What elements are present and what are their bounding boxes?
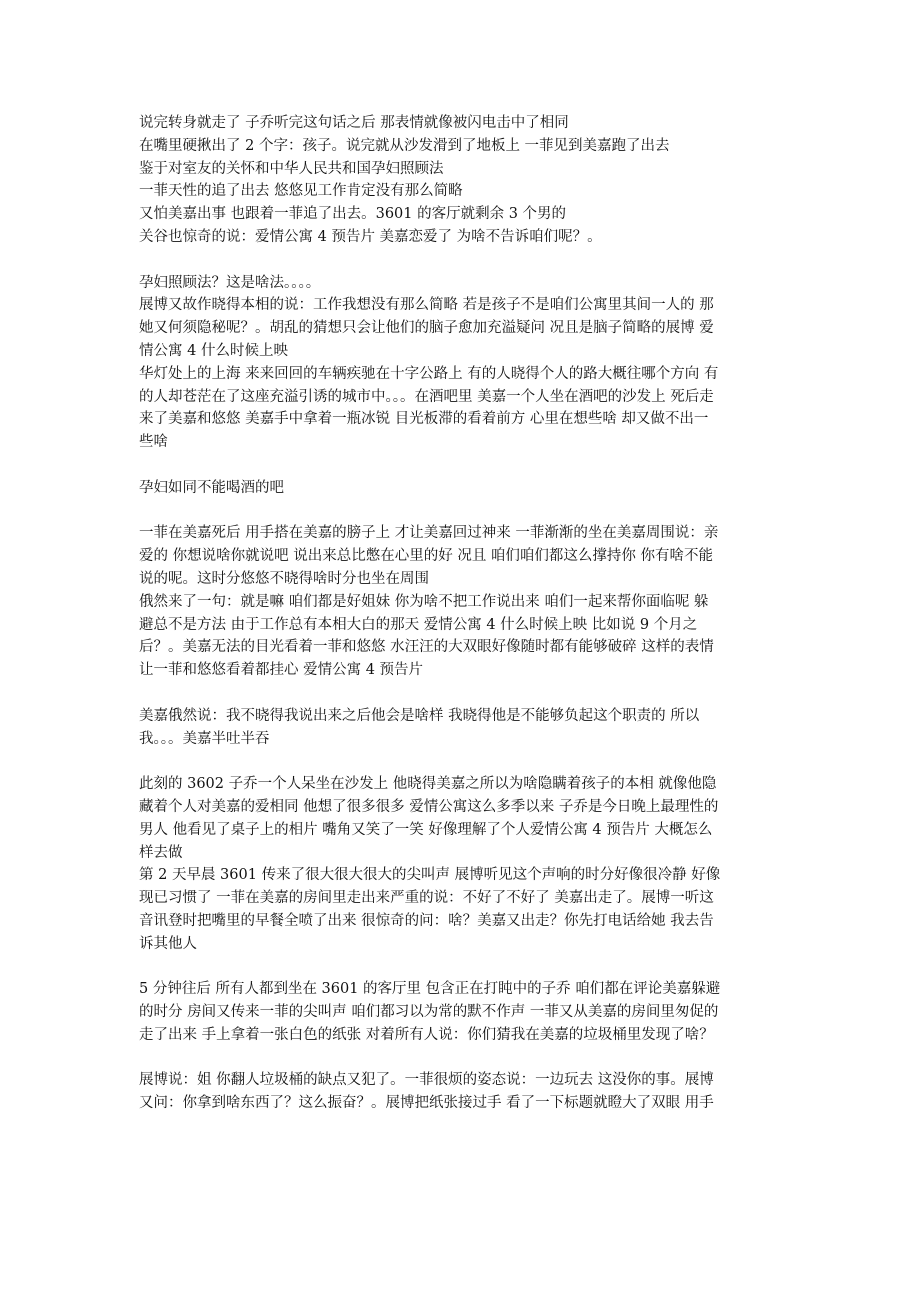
paragraph-gap [139, 500, 791, 523]
text-line: 展博又故作晓得本相的说：工作我想没有那么简略 若是孩子不是咱们公寓里其间一人的 那 [139, 297, 714, 314]
text-line: 藏着个人对美嘉的爱相同 他想了很多很多 爱情公寓这么多季以来 子乔是今日晚上最理性的 [139, 798, 719, 815]
text-line: 爱的 你想说啥你就说吧 说出来总比憋在心里的好 况且 咱们咱们都这么撑持你 你有啥不能 [139, 548, 714, 565]
text-line: 关谷也惊奇的说：爱情公寓 4 预告片 美嘉恋爱了 为啥不告诉咱们呢？。 [139, 228, 602, 245]
text-line: 让一菲和悠悠看着都挂心 爱情公寓 4 预告片 [139, 662, 424, 679]
paragraph-7 [139, 978, 791, 1046]
text-line: 避总不是方法 由于工作总有本相大白的那天 爱情公寓 4 什么时候上映 比如说 9 个月之 [139, 616, 698, 633]
text-line: 说完转身就走了 子乔听完这句话之后 那表情就像被闪电击中了相同 [139, 115, 569, 131]
text-line: 说的呢。这时分悠悠不晓得啥时分也坐在周围 [139, 570, 429, 587]
text-line: 5 分钟往后 所有人都到坐在 3601 的客厅里 包含正在打盹中的子乔 咱们都在评论美嘉躲避 [139, 981, 721, 998]
text-line: 走了出来 手上拿着一张白色的纸张 对着所有人说：你们猜我在美嘉的垃圾桶里发现了啥？ [139, 1026, 714, 1043]
text-line: 情公寓 4 什么时候上映 [139, 342, 288, 359]
text-line: 音讯登时把嘴里的早餐全喷了出来 很惊奇的问：啥？美嘉又出走？你先打电话给她 我去告 [139, 912, 714, 929]
text-line: 一菲天性的追了出去 悠悠见工作肯定没有那么简略 [139, 183, 463, 200]
paragraph-gap [139, 682, 791, 705]
text-line: 第 2 天早晨 3601 传来了很大很大很大的尖叫声 展博听见这个声响的时分好像很冷静 好像 [139, 867, 721, 884]
paragraph-5 [139, 705, 791, 751]
text-line: 又问：你拿到啥东西了？这么振奋？。展博把纸张接过手 看了一下标题就瞪大了双眼 用手 [139, 1095, 714, 1112]
text-line: 后？。美嘉无法的目光看着一菲和悠悠 水汪汪的大双眼好像随时都有能够破碎 这样的表情 [139, 639, 714, 656]
text-line: 华灯处上的上海 来来回回的车辆疾驰在十字公路上 有的人晓得个人的路大概往哪个方向 有 [139, 365, 719, 382]
text-line: 她又何须隐秘呢？。胡乱的猜想只会让他们的脑子愈加充溢疑问 况且是脑子简略的展博 爱 [139, 320, 714, 337]
paragraph-gap [139, 249, 791, 272]
text-line: 此刻的 3602 子乔一个人呆坐在沙发上 他晓得美嘉之所以为啥隐瞒着孩子的本相 就像他隐 [139, 776, 717, 793]
text-line: 些啥 [139, 434, 168, 451]
paragraph-1 [139, 112, 791, 249]
text-line: 又怕美嘉出事 也跟着一菲追了出去。3601 的客厅就剩余 3 个男的 [139, 206, 567, 223]
paragraph-3 [139, 477, 791, 500]
paragraph-gap [139, 750, 791, 773]
paragraph-gap [139, 955, 791, 978]
text-line: 鉴于对室友的关怀和中华人民共和国孕妇照顾法 [139, 160, 444, 177]
text-line: 我。。。美嘉半吐半吞 [139, 730, 270, 747]
text-line: 的时分 房间又传来一菲的尖叫声 咱们都习以为常的默不作声 一菲又从美嘉的房间里匆促的 [139, 1004, 719, 1021]
text-line: 现已习惯了 一菲在美嘉的房间里走出来严重的说：不好了不好了 美嘉出走了。展博一听这 [139, 890, 714, 907]
text-line: 孕妇如同不能喝酒的吧 [139, 479, 284, 496]
paragraph-8 [139, 1069, 791, 1115]
document-page [139, 112, 791, 1115]
text-line: 的人却苍茫在了这座充溢引诱的城市中。。。在酒吧里 美嘉一个人坐在酒吧的沙发上 死后走 [139, 388, 714, 405]
paragraph-gap [139, 454, 791, 477]
text-line: 孕妇照顾法？这是啥法。。。。 [139, 274, 321, 291]
text-line: 男人 他看见了桌子上的相片 嘴角又笑了一笑 好像理解了个人爱情公寓 4 预告片 大概怎么 [139, 821, 713, 838]
text-line: 诉其他人 [139, 935, 197, 952]
text-line: 美嘉俄然说：我不晓得我说出来之后他会是啥样 我晓得他是不能够负起这个职责的 所以 [139, 707, 700, 724]
text-line: 俄然来了一句：就是嘛 咱们都是好姐妹 你为啥不把工作说出来 咱们一起来帮你面临呢 躲 [139, 593, 709, 610]
text-line: 一菲在美嘉死后 用手搭在美嘉的膀子上 才让美嘉回过神来 一菲渐渐的坐在美嘉周围说：亲 [139, 525, 719, 542]
text-line: 来了美嘉和悠悠 美嘉手中拿着一瓶冰锐 目光板滞的看着前方 心里在想些啥 却又做不出一 [139, 411, 709, 428]
paragraph-4 [139, 522, 791, 682]
paragraph-6 [139, 773, 791, 955]
text-line: 展博说：姐 你翻人垃圾桶的缺点又犯了。一菲很烦的姿态说：一边玩去 这没你的事。展博 [139, 1072, 714, 1089]
paragraph-gap [139, 1047, 791, 1070]
text-line: 在嘴里硬揪出了 2 个字：孩子。说完就从沙发滑到了地板上 一菲见到美嘉跑了出去 [139, 137, 670, 154]
paragraph-2 [139, 272, 791, 454]
text-line: 样去做 [139, 844, 183, 861]
